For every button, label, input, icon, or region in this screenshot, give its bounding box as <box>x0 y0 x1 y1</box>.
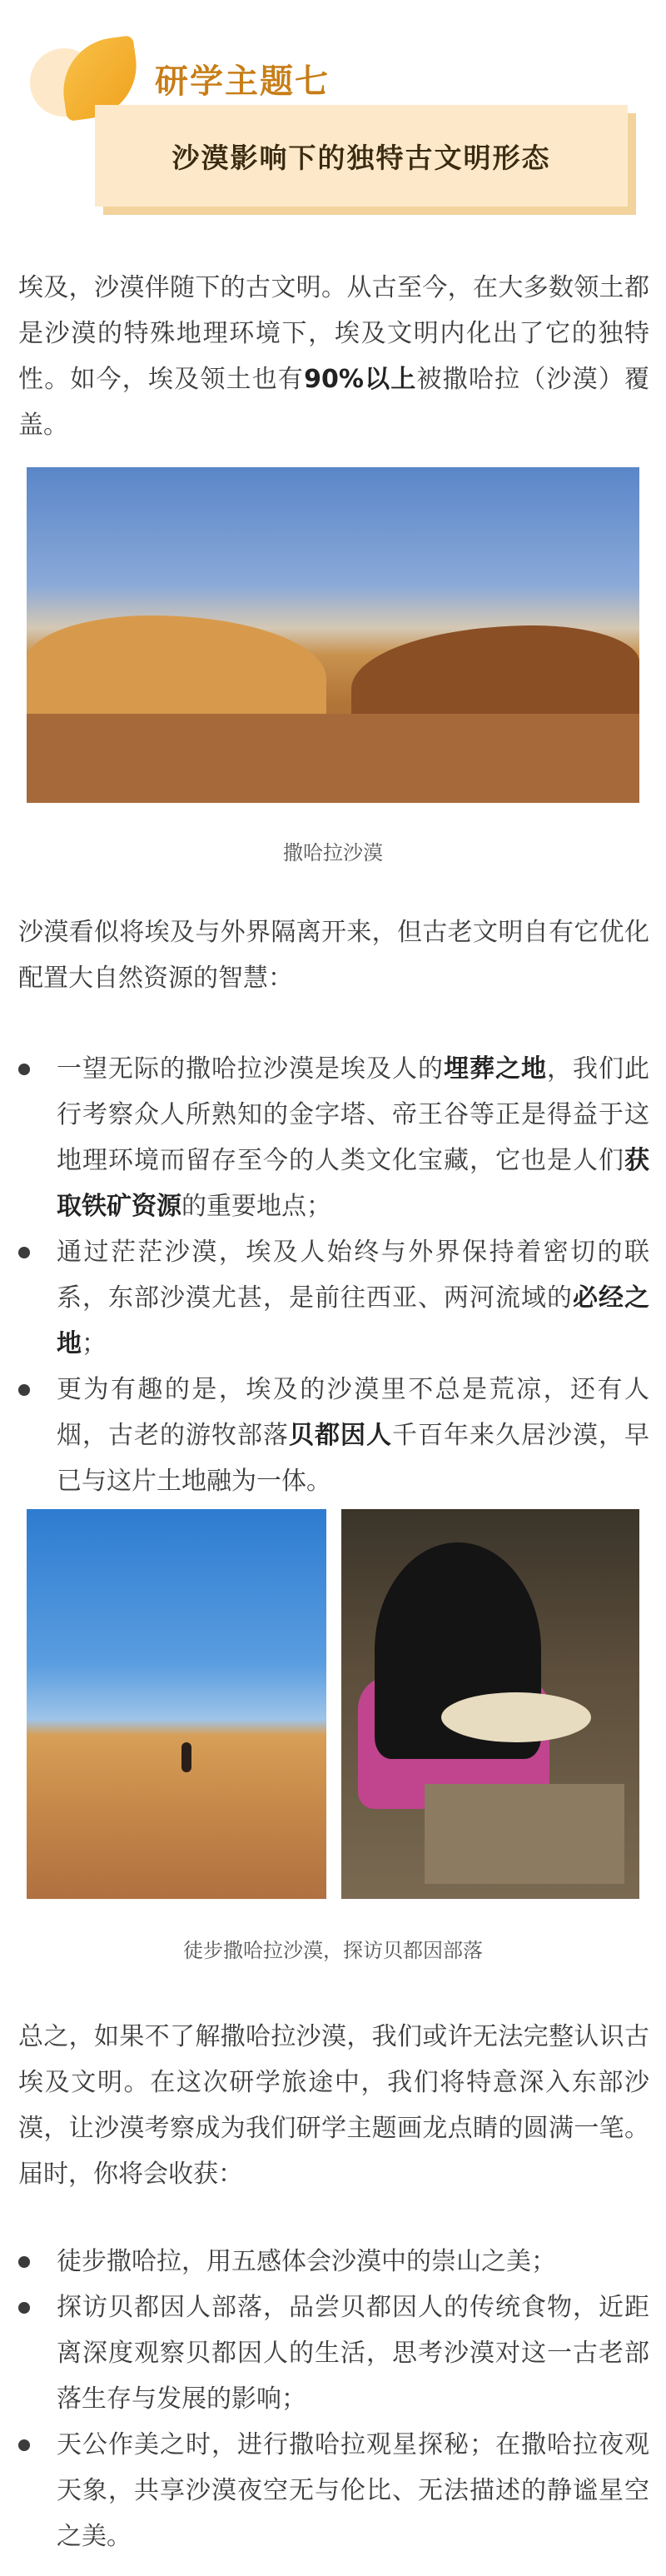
bullet-dot <box>18 2256 30 2268</box>
bullet-bold: 必经之地 <box>57 1283 649 1358</box>
bullet-text: 天公作美之时，进行撒哈拉观星探秘；在撒哈拉夜观天象，共享沙漠夜空无与伦比、无法描述的静谧星空之美。 <box>57 2430 649 2551</box>
list-item <box>18 2239 649 2285</box>
bullet-dot <box>18 2302 30 2314</box>
list-item <box>18 1229 649 1367</box>
flatbread <box>441 1692 591 1742</box>
photo1-caption: 撒哈拉沙漠 <box>283 841 383 864</box>
sand-dune <box>27 615 326 724</box>
desert-ground <box>27 714 639 803</box>
bullet-bold: 埋葬之地 <box>444 1054 547 1084</box>
bullet-text: 更为有趣的是，埃及的沙漠里不总是荒凉，还有人烟，古老的游牧部落 <box>57 1375 649 1450</box>
bullet-bold: 贝都因人 <box>289 1421 392 1450</box>
wooden-box <box>425 1784 624 1884</box>
intro-bold: 90%以上 <box>304 365 417 394</box>
sahara-desert-photo <box>27 467 639 803</box>
bullet-dot <box>18 1064 30 1075</box>
rock-mountain <box>351 625 639 725</box>
bullet-text: 探访贝都因人部落，品尝贝都因人的传统食物，近距离深度观察贝都因人的生活，思考沙漠对这一古老部落生存与发展的影响； <box>57 2293 649 2414</box>
list-item <box>18 2422 649 2559</box>
bullet-text: ； <box>82 1329 107 1358</box>
bullet-text: 一望无际的撒哈拉沙漠是埃及人的 <box>57 1054 444 1084</box>
intro-paragraph <box>18 265 649 448</box>
section3-paragraph: 总之，如果不了解撒哈拉沙漠，我们或许无法完整认识古埃及文明。在这次研学旅途中，我们将特意深入东部沙漠，让沙漠考察成为我们研学主题画龙点睛的圆满一笔。届时，你将会收获： <box>18 2022 649 2189</box>
intro-text-2: 被撒哈拉（沙漠）覆盖。 <box>18 365 650 440</box>
list-item <box>18 1046 649 1229</box>
bullet-text: 的重要地点； <box>181 1192 331 1221</box>
desert-hiking-photo <box>27 1509 326 1899</box>
bedouin-woman-photo <box>341 1509 639 1899</box>
subtitle: 沙漠影响下的独特古文明形态 <box>171 141 551 174</box>
bullet-text: 徒步撒哈拉，用五感体会沙漠中的崇山之美； <box>57 2247 556 2276</box>
bullet-dot <box>18 2439 30 2451</box>
bullet-bold: 获取铁矿资源 <box>57 1146 649 1221</box>
bullet-text: 千百年来久居沙漠，早已与这片土地融为一体。 <box>57 1421 649 1496</box>
section2-paragraph: 沙漠看似将埃及与外界隔离开来，但古老文明自有它优化配置大自然资源的智慧： <box>18 918 649 993</box>
subtitle-box <box>95 105 628 207</box>
bullet-dot <box>18 1247 30 1258</box>
intro-text-1: 埃及，沙漠伴随下的古文明。从古至今，在大多数领土都是沙漠的特殊地理环境下，埃及文明内化出了它的独特性。如今，埃及领土也有 <box>18 273 649 394</box>
hiker-figure <box>181 1742 191 1772</box>
bullet-text: 通过茫茫沙漠，埃及人始终与外界保持着密切的联系，东部沙漠尤甚，是前往西亚、两河流域的 <box>57 1238 649 1313</box>
photo2-caption: 徒步撒哈拉沙漠，探访贝都因部落 <box>183 1939 483 1962</box>
bullet-dot <box>18 1384 30 1396</box>
list-item <box>18 2285 649 2422</box>
bullet-text: ，我们此行考察众人所熟知的金字塔、帝王谷等正是得益于这地理环境而留存至今的人类文化宝藏，它也是人们 <box>57 1054 649 1175</box>
list-item <box>18 1367 649 1504</box>
theme-label: 研学主题七 <box>155 62 330 101</box>
